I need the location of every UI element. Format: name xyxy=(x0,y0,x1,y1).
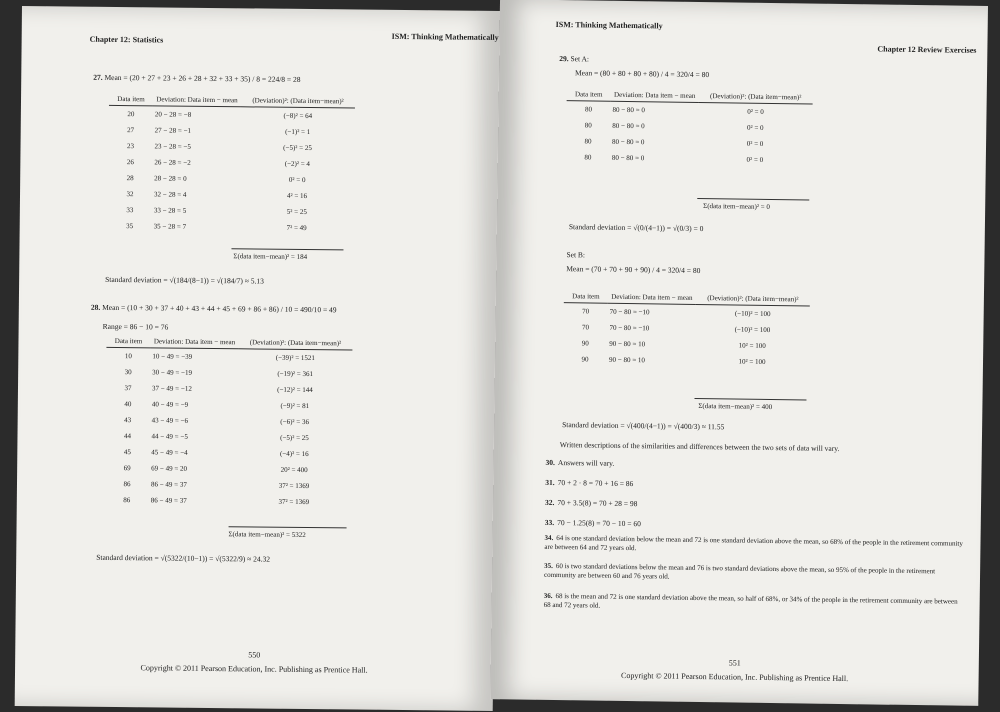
page-number: 551 xyxy=(728,658,741,668)
table-cell: 0² = 0 xyxy=(288,175,306,184)
deviation-table-set-a xyxy=(566,90,813,168)
table-cell: 20 xyxy=(127,110,135,119)
table-cell: 10 − 49 = −39 xyxy=(152,352,193,361)
book-header: ISM: Thinking Mathematically xyxy=(391,31,499,42)
table-cell: 10 xyxy=(124,352,132,361)
problem-number: 34. xyxy=(544,533,554,542)
table-cell: 80 − 80 = 0 xyxy=(612,137,645,147)
table-cell: (−5)² = 25 xyxy=(280,433,309,443)
problem-number: 32. xyxy=(544,497,555,507)
answer-text: 70 + 3.5(8) = 70 + 28 = 98 xyxy=(557,498,638,509)
table-cell: (−12)² = 144 xyxy=(277,385,313,395)
problem-number: 31. xyxy=(545,477,555,487)
sum-of-squares-28: Σ(data item−mean)² = 5322 xyxy=(228,530,306,539)
table-cell: 23 xyxy=(126,142,135,151)
problem-35 xyxy=(544,562,964,586)
range-28: Range = 86 − 10 = 76 xyxy=(102,321,169,332)
table-cell: 28 − 28 = 0 xyxy=(154,174,187,183)
table-cell: 26 xyxy=(126,158,134,167)
set-b-label: Set B: xyxy=(566,250,586,260)
table-cell: 90 − 80 = 10 xyxy=(608,355,645,365)
table-cell: 90 xyxy=(581,339,589,348)
column-header: (Deviation)²: (Data item−mean)² xyxy=(696,294,810,306)
set-b-mean: Mean = (70 + 70 + 90 + 90) / 4 = 320/4 = 80 xyxy=(566,264,701,276)
page-number: 550 xyxy=(248,650,261,660)
table-cell: 80 − 80 = 0 xyxy=(612,121,645,131)
table-cell: 90 − 80 = 10 xyxy=(609,339,646,349)
table-cell: 43 − 49 = −6 xyxy=(151,416,189,425)
table-cell: (−10)² = 100 xyxy=(734,325,771,334)
problem-33 xyxy=(545,518,641,528)
table-cell: 10² = 100 xyxy=(738,357,766,366)
standard-deviation-28: Standard deviation = √(5322/(10−1)) = √(5322/9) ≈ 24.32 xyxy=(96,552,271,564)
table-cell: 32 − 28 = 4 xyxy=(153,190,187,199)
note-29: Written descriptions of the similarities and differences between the two sets of data will vary. xyxy=(559,440,840,453)
table-cell: 0² = 0 xyxy=(746,155,764,164)
column-header: Data item xyxy=(109,95,153,106)
table-cell: 27 xyxy=(127,126,135,135)
table-cell: 5² = 25 xyxy=(286,207,307,216)
sum-rule xyxy=(697,198,809,201)
chapter-header: Chapter 12: Statistics xyxy=(89,34,164,45)
table-cell: 33 − 28 = 5 xyxy=(153,206,187,215)
table-cell: 30 xyxy=(124,368,132,377)
copyright: Copyright © 2011 Pearson Education, Inc. Publishing as Prentice Hall. xyxy=(140,663,368,675)
deviation-table-set-b xyxy=(563,292,810,370)
mean-formula: Mean = (10 + 30 + 37 + 40 + 43 + 44 + 45 + 69 + 86 + 86) / 10 = 490/10 = 49 xyxy=(102,302,337,315)
table-cell: (−19)² = 361 xyxy=(277,369,314,379)
table-cell: 80 xyxy=(584,105,593,114)
set-a-label: Set A: xyxy=(570,54,590,64)
table-cell: 4² = 16 xyxy=(286,191,308,200)
column-header: (Deviation)²: (Data item−mean)² xyxy=(699,92,813,104)
right-page xyxy=(490,0,988,706)
sum-of-squares-set-b: Σ(data item−mean)² = 400 xyxy=(698,401,773,412)
standard-deviation-27: Standard deviation = √(184/(8−1)) = √(184/7) ≈ 5.13 xyxy=(105,274,264,286)
table-row xyxy=(566,149,812,168)
problem-number: 29. xyxy=(559,54,569,64)
answer-text: 70 + 2 · 8 = 70 + 16 = 86 xyxy=(557,478,634,489)
column-header: (Deviation)²: (Data item−mean)² xyxy=(241,96,355,108)
sum-rule xyxy=(231,248,343,250)
column-header: Data item xyxy=(567,90,611,101)
table-cell: 86 xyxy=(123,480,131,489)
problem-number: 36. xyxy=(543,591,553,600)
table-cell: 35 xyxy=(126,222,134,231)
problem-number: 33. xyxy=(544,517,555,527)
copyright: Copyright © 2011 Pearson Education, Inc. Publishing as Prentice Hall. xyxy=(621,670,849,684)
problem-30 xyxy=(546,458,615,468)
table-cell: 70 − 80 = −10 xyxy=(609,323,650,333)
problem-27-mean xyxy=(93,73,300,84)
sum-of-squares-27: Σ(data item−mean)² = 184 xyxy=(233,252,308,261)
table-cell: 0² = 0 xyxy=(746,123,764,132)
table-cell: 70 − 80 = −10 xyxy=(609,307,650,317)
sum-rule xyxy=(694,398,806,401)
column-header: (Deviation)²: (Data item−mean)² xyxy=(238,338,352,350)
book-header: ISM: Thinking Mathematically xyxy=(555,19,663,31)
table-cell: 80 xyxy=(584,137,592,146)
table-cell: 37 − 49 = −12 xyxy=(151,384,192,393)
sum-of-squares-set-a: Σ(data item−mean)² = 0 xyxy=(703,202,770,211)
column-header: Data item xyxy=(106,337,150,348)
answer-text: 60 is two standard deviations below the mean and 76 is two standard deviations above the mean, so 95% of the people in the retirement community are between 60 and 76 years old. xyxy=(543,562,936,581)
table-cell: 27 − 28 = −1 xyxy=(154,126,192,135)
table-cell: (−4)² = 16 xyxy=(279,449,309,459)
table-cell: 23 − 28 = −5 xyxy=(154,142,191,151)
standard-deviation-set-b: Standard deviation = √(400/(4−1)) = √(400/3) ≈ 11.55 xyxy=(562,420,725,432)
table-cell: 86 − 49 = 37 xyxy=(150,480,187,489)
table-cell: 44 xyxy=(123,432,132,441)
problem-31 xyxy=(545,478,633,488)
table-cell: 33 xyxy=(126,206,134,215)
table-cell: (−9)² = 81 xyxy=(280,401,310,411)
table-cell: 80 xyxy=(584,153,592,162)
table-cell: 45 − 49 = −4 xyxy=(151,448,188,457)
problem-28-mean xyxy=(91,303,337,315)
table-cell: 35 − 28 = 7 xyxy=(153,222,187,231)
table-cell: 70 xyxy=(581,323,590,332)
table-cell: 20² = 400 xyxy=(280,465,308,475)
table-row xyxy=(108,218,354,237)
table-cell: 40 xyxy=(124,400,132,409)
problem-number: 27. xyxy=(93,72,103,82)
table-cell: 37² = 1369 xyxy=(278,481,310,491)
table-cell: 10² = 100 xyxy=(738,341,766,350)
table-cell: (−5)² = 25 xyxy=(283,143,312,153)
column-header: Deviation: Data item − mean xyxy=(611,91,699,103)
answer-text: 70 − 1.25(8) = 70 − 10 = 60 xyxy=(557,518,641,529)
answer-text: 64 is one standard deviation below the mean and 72 is one standard deviation above the mean, so 68% of the people in the retirement community are between 64 and 72 years old. xyxy=(544,534,963,553)
table-cell: 86 xyxy=(123,496,131,505)
answer-text: Answers will vary. xyxy=(557,458,615,468)
table-cell: 80 xyxy=(584,121,592,130)
table-cell: 80 − 80 = 0 xyxy=(612,105,645,115)
chapter-header: Chapter 12 Review Exercises xyxy=(877,44,977,55)
problem-32 xyxy=(545,498,638,508)
set-a-mean: Mean = (80 + 80 + 80 + 80) / 4 = 320/4 = 80 xyxy=(574,68,710,80)
table-cell: 80 − 80 = 0 xyxy=(611,153,645,163)
table-cell: 30 − 49 = −19 xyxy=(152,368,193,377)
problem-number: 30. xyxy=(545,457,556,467)
table-cell: (−2)² = 4 xyxy=(284,159,310,169)
table-cell: 69 − 49 = 20 xyxy=(151,464,188,473)
table-cell: 28 xyxy=(126,174,134,183)
table-row xyxy=(563,351,809,370)
sum-rule xyxy=(229,526,347,528)
table-cell: 45 xyxy=(123,448,131,457)
deviation-table-27 xyxy=(108,95,355,237)
table-cell: 0² = 0 xyxy=(746,139,764,148)
table-cell: 0² = 0 xyxy=(747,107,764,116)
table-cell: (−10)² = 100 xyxy=(734,309,771,318)
problem-number: 35. xyxy=(544,561,553,570)
table-cell: 44 − 49 = −5 xyxy=(151,432,188,441)
table-cell: 43 xyxy=(124,416,132,425)
column-header: Deviation: Data item − mean xyxy=(608,293,696,305)
column-header: Deviation: Data item − mean xyxy=(150,337,238,348)
table-cell: 86 − 49 = 37 xyxy=(150,496,187,505)
table-cell: 7² = 49 xyxy=(286,223,307,232)
table-cell: 37² = 1369 xyxy=(278,497,310,507)
table-cell: 69 xyxy=(123,464,131,473)
answer-text: 68 is the mean and 72 is one standard deviation above the mean, so half of 68%, or 34% of the people in the retirement community are between 68 and 72 years old. xyxy=(543,592,958,610)
left-page xyxy=(15,6,500,711)
table-cell: 70 xyxy=(582,307,590,316)
problem-36 xyxy=(544,592,964,616)
problem-34 xyxy=(544,534,964,558)
column-header: Deviation: Data item − mean xyxy=(153,95,241,106)
mean-formula: Mean = (20 + 27 + 23 + 26 + 28 + 32 + 33 + 35) / 8 = 224/8 = 28 xyxy=(104,72,301,84)
table-cell: (−6)² = 36 xyxy=(280,417,310,427)
table-cell: (−8)² = 64 xyxy=(283,111,313,121)
column-header: Data item xyxy=(564,292,608,303)
problem-29-label xyxy=(559,54,589,63)
table-cell: 90 xyxy=(581,355,589,364)
table-cell: (−1)² = 1 xyxy=(285,127,311,137)
table-cell: 26 − 28 = −2 xyxy=(154,158,191,167)
problem-number: 28. xyxy=(90,302,101,312)
table-cell: 37 xyxy=(124,384,132,393)
table-row xyxy=(105,492,351,511)
table-cell: 40 − 49 = −9 xyxy=(151,400,189,409)
table-cell: 20 − 28 = −8 xyxy=(154,110,192,119)
table-cell: (−39)² = 1521 xyxy=(275,353,315,363)
standard-deviation-set-a: Standard deviation = √(0/(4−1)) = √(0/3) = 0 xyxy=(568,222,704,234)
table-cell: 32 xyxy=(126,190,134,199)
deviation-table-28 xyxy=(105,337,353,511)
